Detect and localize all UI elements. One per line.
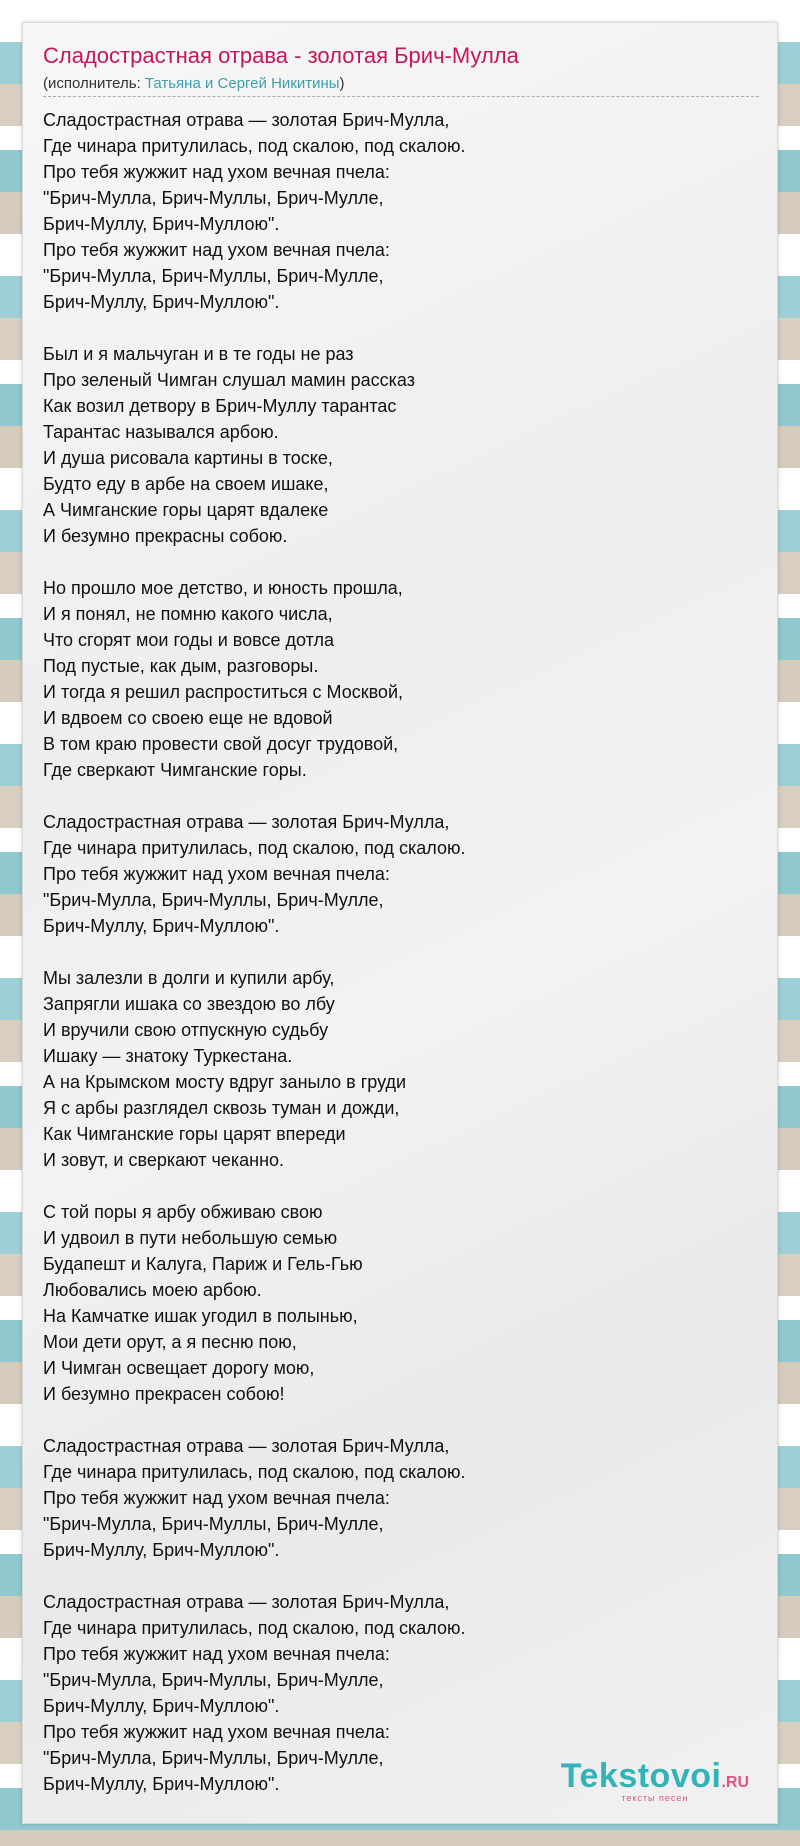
lyric-line: Запрягли ишака со звездою во лбу — [43, 994, 335, 1014]
lyric-line: Мои дети орут, а я песню пою, — [43, 1332, 297, 1352]
performer-line — [43, 75, 759, 97]
lyric-line: Сладострастная отрава — золотая Брич-Мулла, — [43, 812, 450, 832]
lyric-line: Ишаку — знатоку Туркестана. — [43, 1046, 293, 1066]
lyric-line: И я понял, не помню какого числа, — [43, 604, 333, 624]
lyric-line: Где чинара притулилась, под скалою, под скалою. — [43, 838, 466, 858]
lyric-line: И безумно прекрасны собою. — [43, 526, 288, 546]
lyric-line: Брич-Муллу, Брич-Муллою". — [43, 292, 280, 312]
lyric-line: "Брич-Мулла, Брич-Муллы, Брич-Мулле, — [43, 1748, 384, 1768]
lyric-line: Про тебя жужжит над ухом вечная пчела: — [43, 162, 390, 182]
performer-prefix: (исполнитель: — [43, 75, 145, 92]
lyric-line: "Брич-Мулла, Брич-Муллы, Брич-Мулле, — [43, 1514, 384, 1534]
lyric-line: С той поры я арбу обживаю свою — [43, 1202, 323, 1222]
lyrics-stanza — [43, 809, 763, 939]
lyric-line: И душа рисовала картины в тоске, — [43, 448, 333, 468]
lyric-line: Брич-Муллу, Брич-Муллою". — [43, 1696, 280, 1716]
lyrics-card — [22, 22, 778, 1824]
lyrics-stanza — [43, 341, 763, 549]
lyric-line: Как возил детвору в Брич-Муллу тарантас — [43, 396, 397, 416]
lyric-line: Я с арбы разглядел сквозь туман и дожди, — [43, 1098, 400, 1118]
lyric-line: В том краю провести свой досуг трудовой, — [43, 734, 399, 754]
lyric-line: Будто еду в арбе на своем ишаке, — [43, 474, 329, 494]
lyric-line: А Чимганские горы царят вдалеке — [43, 500, 329, 520]
lyric-line: И Чимган освещает дорогу мою, — [43, 1358, 315, 1378]
lyric-line: И вручили свою отпускную судьбу — [43, 1020, 329, 1040]
song-title: Сладострастная отрава - золотая Брич-Мулла — [43, 43, 519, 68]
lyrics-stanza — [43, 575, 763, 783]
lyric-line: Брич-Муллу, Брич-Муллою". — [43, 1774, 280, 1794]
site-logo[interactable] — [561, 1759, 749, 1803]
lyric-line: И безумно прекрасен собою! — [43, 1384, 285, 1404]
lyric-line: "Брич-Мулла, Брич-Муллы, Брич-Мулле, — [43, 1670, 384, 1690]
lyric-line: Сладострастная отрава — золотая Брич-Мулла, — [43, 1592, 450, 1612]
lyric-line: "Брич-Мулла, Брич-Муллы, Брич-Мулле, — [43, 266, 384, 286]
lyrics-stanza — [43, 965, 763, 1173]
lyric-line: И вдвоем со своею еще не вдовой — [43, 708, 333, 728]
lyric-line: "Брич-Мулла, Брич-Муллы, Брич-Мулле, — [43, 188, 384, 208]
lyrics-stanza — [43, 107, 763, 315]
logo-name: Tekstovoi — [560, 1757, 722, 1795]
lyric-line: Брич-Муллу, Брич-Муллою". — [43, 916, 280, 936]
lyric-line: Про тебя жужжит над ухом вечная пчела: — [43, 240, 390, 260]
lyric-line: Сладострастная отрава — золотая Брич-Мулла, — [43, 110, 450, 130]
lyric-line: Был и я мальчуган и в те годы не раз — [43, 344, 354, 364]
lyric-line: А на Крымском мосту вдруг заныло в груди — [43, 1072, 407, 1092]
lyric-line: Где сверкают Чимганские горы. — [43, 760, 307, 780]
lyric-line: "Брич-Мулла, Брич-Муллы, Брич-Мулле, — [43, 890, 384, 910]
lyric-line: Сладострастная отрава — золотая Брич-Мулла, — [43, 1436, 450, 1456]
lyric-line: Как Чимганские горы царят впереди — [43, 1124, 346, 1144]
lyric-line: И тогда я решил распроститься с Москвой, — [43, 682, 403, 702]
lyrics-body — [43, 107, 763, 1823]
lyric-line: Про тебя жужжит над ухом вечная пчела: — [43, 864, 390, 884]
logo-tagline: тексты песен — [621, 1793, 689, 1803]
lyric-line: И удвоил в пути небольшую семью — [43, 1228, 338, 1248]
logo-tld: .RU — [721, 1774, 749, 1791]
lyric-line: Любовались моею арбою. — [43, 1280, 262, 1300]
lyric-line: Где чинара притулилась, под скалою, под скалою. — [43, 1462, 466, 1482]
lyric-line: Брич-Муллу, Брич-Муллою". — [43, 214, 280, 234]
lyric-line: На Камчатке ишак угодил в полынью, — [43, 1306, 358, 1326]
lyric-line: Про зеленый Чимган слушал мамин рассказ — [43, 370, 415, 390]
lyric-line: Что сгорят мои годы и вовсе дотла — [43, 630, 334, 650]
lyric-line: Но прошло мое детство, и юность прошла, — [43, 578, 403, 598]
lyric-line: И зовут, и сверкают чеканно. — [43, 1150, 285, 1170]
lyric-line: Про тебя жужжит над ухом вечная пчела: — [43, 1644, 390, 1664]
performer-link[interactable]: Татьяна и Сергей Никитины — [144, 75, 340, 92]
lyric-line: Про тебя жужжит над ухом вечная пчела: — [43, 1722, 390, 1742]
lyric-line: Тарантас назывался арбою. — [43, 422, 279, 442]
lyric-line: Под пустые, как дым, разговоры. — [43, 656, 319, 676]
lyric-line: Где чинара притулилась, под скалою, под скалою. — [43, 1618, 466, 1638]
lyric-line: Брич-Муллу, Брич-Муллою". — [43, 1540, 280, 1560]
lyrics-stanza — [43, 1433, 763, 1563]
performer-suffix: ) — [339, 75, 345, 92]
lyric-line: Будапешт и Калуга, Париж и Гель-Гью — [43, 1254, 363, 1274]
lyric-line: Где чинара притулилась, под скалою, под скалою. — [43, 136, 466, 156]
lyric-line: Про тебя жужжит над ухом вечная пчела: — [43, 1488, 390, 1508]
lyrics-stanza — [43, 1199, 763, 1407]
lyric-line: Мы залезли в долги и купили арбу, — [43, 968, 335, 988]
